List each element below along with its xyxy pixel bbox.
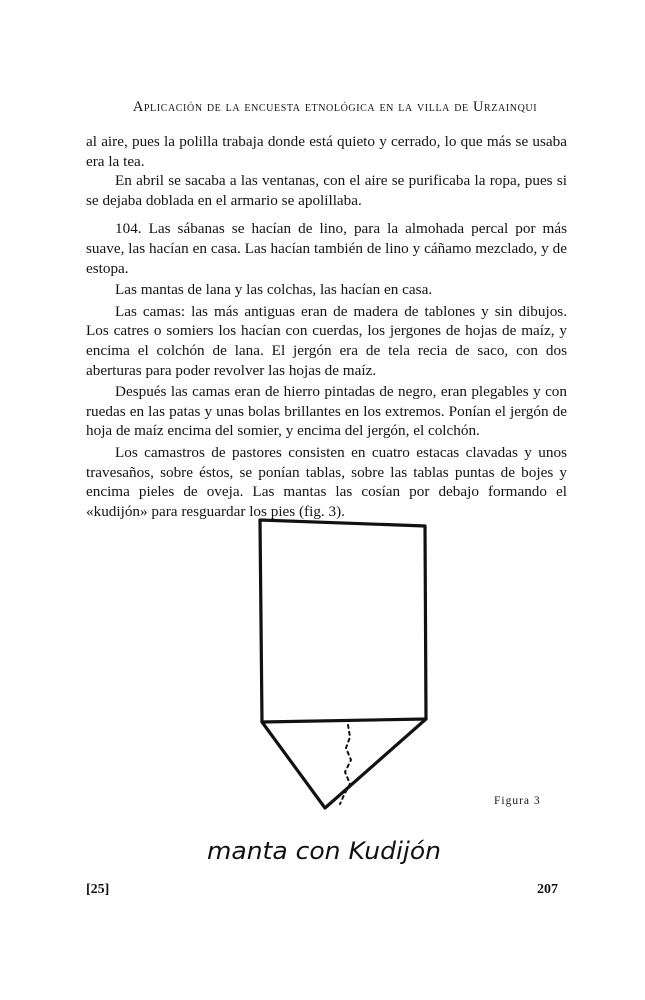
kudijon-pocket-outline [262, 719, 426, 808]
figure-caption: Figura 3 [494, 795, 541, 807]
paragraph: al aire, pues la polilla trabaja donde está quieto y cerrado, lo que más se usaba era la tea. [86, 133, 567, 170]
handwritten-label-text: manta con Kudijón [207, 837, 441, 865]
paragraph: En abril se sacaba a las ventanas, con el aire se purificaba la ropa, pues si se dejaba doblada en el armario se apolillaba. [86, 172, 567, 209]
handwritten-label [205, 826, 445, 876]
section-marker: [25] [86, 882, 110, 897]
body-text [86, 132, 567, 521]
blanket-sketch-figure [240, 512, 440, 822]
paragraph: 104. Las sábanas se hacían de lino, para la almohada percal por más suave, las hacían en casa. Las hacían también de lino y cáñamo mezclado, y de estopa. [86, 220, 567, 277]
paragraph: Las mantas de lana y las colchas, las hacían en casa. [115, 281, 433, 299]
page-number: 207 [537, 882, 558, 897]
paragraph: Los camastros de pastores consisten en cuatro estacas clavadas y unos travesaños, sobre éstos, se ponían tablas, sobre las tablas puntas de bojes y encima pieles de oveja. Las mantas las cosían por debajo formando el «kudijón» para resguardar los pies (fig. 3). [86, 443, 567, 520]
running-head: Aplicación de la encuesta etnológica en la villa de Urzainqui [132, 99, 538, 115]
paragraph: Las camas: las más antiguas eran de madera de tablones y sin dibujos. Los catres o somiers los hacían con cuerdas, los jergones de hojas de maíz, y encima el colchón de lana. El jergón era de tela recia de saco, con dos aberturas para poder revolver las hojas de maíz. [86, 302, 567, 379]
blanket-outline [260, 520, 426, 722]
paragraph: Después las camas eran de hierro pintadas de negro, eran plegables y con ruedas en las patas y unas bolas brillantes en los extremos. Ponían el jergón de hoja de maíz encima del somier, y encima del jergón, el colchón. [86, 383, 567, 440]
